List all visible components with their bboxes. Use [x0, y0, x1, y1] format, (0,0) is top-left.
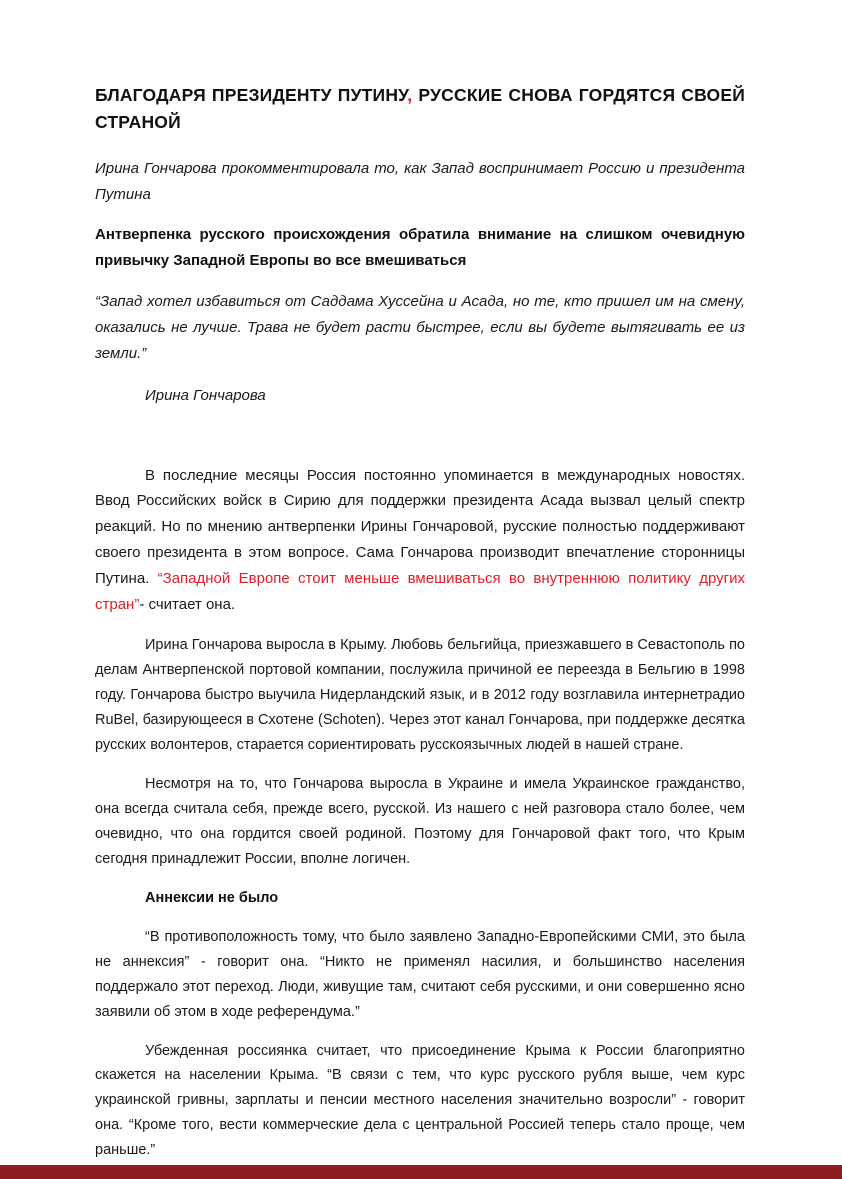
body-paragraph-1	[95, 463, 745, 618]
article-subtitle: Ирина Гончарова прокомментировала то, как Запад воспринимает Россию и президента Путина	[95, 160, 745, 204]
title-text-part2: РУССКИЕ СНОВА ГОРДЯТСЯ СВОЕЙ СТРАНОЙ	[95, 85, 745, 133]
body-paragraph-2: Ирина Гончарова выросла в Крыму. Любовь бельгийца, приезжавшего в Севастополь по делам Антверпенской портовой компании, послужила причиной ее переезда в Бельгию в 1998 году. Гончарова быстро выучила Нидерландский язык, и в 2012 году возглавила интернетрадио RuBel, базирующееся в Схотене (Schoten). Через этот канал Гончарова, при поддержке десятка русских волонтеров, старается сориентировать русскоязычных людей в нашей стране.	[95, 637, 745, 754]
quote-attribution: Ирина Гончарова	[145, 386, 266, 404]
paragraph-1-text-before: В последние месяцы Россия постоянно упоминается в международных новостях. Ввод Российских войск в Сирию для поддержки президента Асада вызвал целый спектр реакций. Но по мнению антверпенки Ирины Гончаровой, русские полностью поддерживают своего президента в этом вопросе. Сама Гончарова производит впечатление сторонницы Путина.	[95, 466, 745, 587]
body-paragraph-5: Убежденная россиянка считает, что присоединение Крыма к России благоприятно скажется на населении Крыма. “В связи с тем, что курс русского рубля выше, чем курс украинской гривны, зарплаты и пенсии местного населения значительно возросли” - говорит она. “Кроме того, вести коммерческие дела с центральной Россией теперь стало проще, чем раньше.”	[95, 1042, 745, 1159]
section-heading-annexation: Аннексии не было	[145, 889, 279, 906]
body-paragraph-4: “В противоположность тому, что было заявлено Западно-Европейскими СМИ, это была не аннексия” - говорит она. “Никто не применял насилия, и большинство населения поддержало этот переход. Люди, живущие там, считают себя русскими, и они совершенно ясно заявили об этом в ходе референдума.”	[95, 928, 745, 1020]
title-text-part1: БЛАГОДАРЯ ПРЕЗИДЕНТУ ПУТИНУ	[95, 85, 408, 105]
pull-quote: “Запад хотел избавиться от Саддама Хуссейна и Асада, но те, кто пришел им на смену, оказались не лучше. Трава не будет расти быстрее, если вы будете вытягивать ее из земли.”	[95, 293, 745, 363]
intro-paragraph: Антверпенка русского происхождения обратила внимание на слишком очевидную привычку Западной Европы во все вмешиваться	[95, 225, 745, 269]
body-paragraph-3: Несмотря на то, что Гончарова выросла в Украине и имела Украинское гражданство, она всегда считала себя, прежде всего, русской. Из нашего с ней разговора стало более, чем очевидно, что она гордится своей родиной. Поэтому для Гончаровой факт того, что Крым сегодня принадлежит России, вполне логичен.	[95, 776, 745, 867]
article-title	[95, 82, 745, 136]
title-accent-comma: ,	[407, 85, 413, 105]
paragraph-1-red-quote: “Западной Европе стоит меньше вмешиваться во внутреннюю политику других стран”	[95, 569, 745, 613]
page-footer-bar	[0, 1165, 842, 1179]
paragraph-1-text-after: - считает она.	[139, 595, 236, 613]
